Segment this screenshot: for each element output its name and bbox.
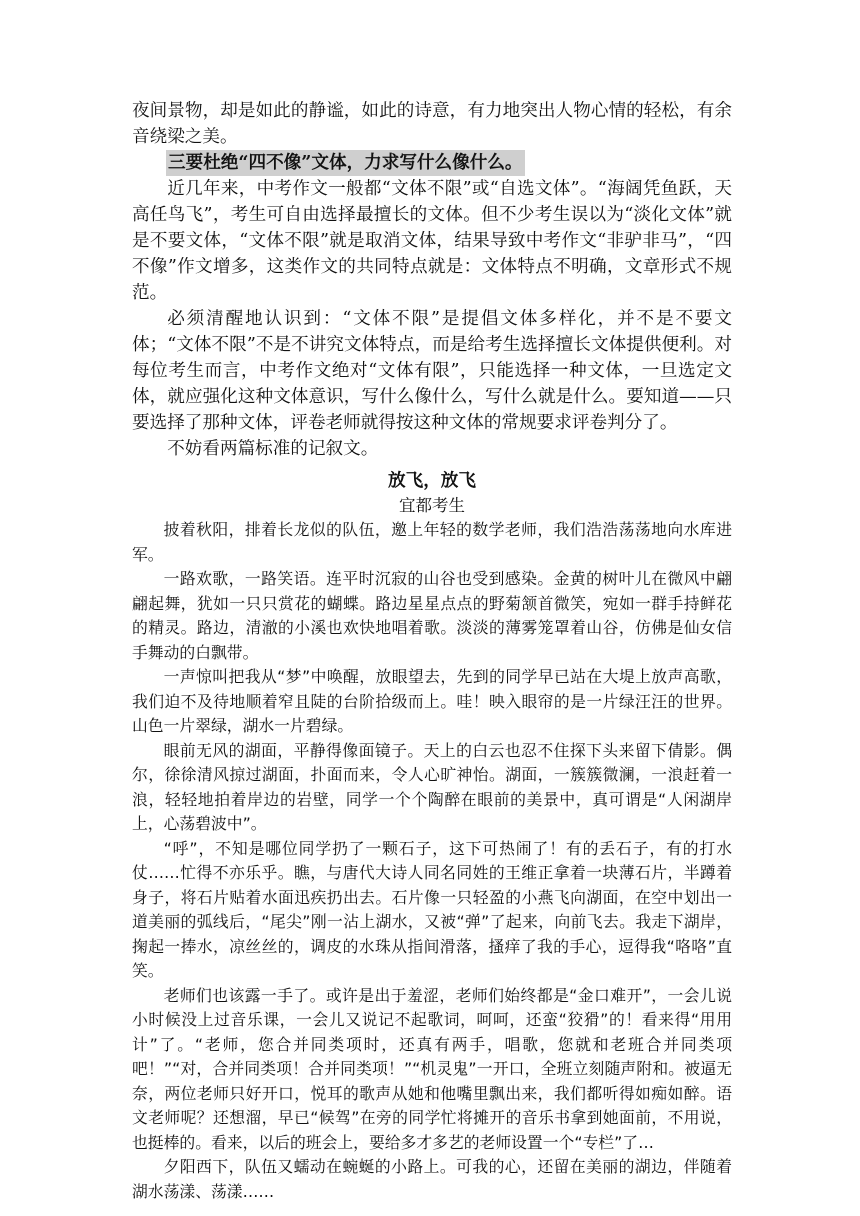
essay-paragraph: 一路欢歌，一路笑语。连平时沉寂的山谷也受到感染。金黄的树叶儿在微风中翩翩起舞，犹如一只只赏花的蝴蝶。路边星星点点的野菊颔首微笑，宛如一群手持鲜花的精灵。路边，清澈的小溪也欢快地唱着歌。淡淡的薄雾笼罩着山谷，仿佛是仙女信手舞动的白飘带。: [132, 569, 732, 662]
essay-paragraph: 披着秋阳，排着长龙似的队伍，邀上年轻的数学老师，我们浩浩荡荡地向水库进军。: [132, 520, 732, 564]
section-paragraph: 近几年来，中考作文一般都“文体不限”或“自选文体”。“海阔凭鱼跃，天高任鸟飞”，考生可自由选择最擅长的文体。但不少考生误以为“淡化文体”就是不要文体，“文体不限”就是取消文体，结果导致中考作文“非驴非马”，“四不像”作文增多，这类作文的共同特点就是：文体特点不明确，文章形式不规范。: [132, 179, 732, 303]
section-paragraph: 不妨看两篇标准的记叙文。: [167, 439, 379, 459]
essay-paragraph: “呼”，不知是哪位同学扔了一颗石子，这下可热闹了！有的丢石子，有的打水仗……忙得不亦乐乎。瞧，与唐代大诗人同名同姓的王维正拿着一块薄石片，半蹲着身子，将石片贴着水面迅疾扔出去。石片像一只轻盈的小燕飞向湖面，在空中划出一道美丽的弧线后，“尾尖”刚一沾上湖水，又被“弹”了起来，向前飞去。我走下湖岸，掬起一捧水，凉丝丝的，调皮的水珠从指间滑落，搔痒了我的手心，逗得我“咯咯”直笑。: [132, 838, 732, 980]
section-heading: 三要杜绝“四不像”文体，力求写什么像什么。: [166, 150, 525, 176]
essay-body: [132, 518, 732, 1204]
document-body: [132, 98, 732, 1204]
essay-paragraph: 眼前无风的湖面，平静得像面镜子。天上的白云也忍不住探下头来留下倩影。偶尔，徐徐清风掠过湖面，扑面而来，令人心旷神怡。湖面，一簇簇微澜，一浪赶着一浪，轻轻地拍着岸边的岩壁，同学一个个陶醉在眼前的美景中，真可谓是“人闲湖岸上，心荡碧波中”。: [132, 740, 732, 833]
essay-paragraph: 夕阳西下，队伍又蠕动在蜿蜒的小路上。可我的心，还留在美丽的湖边，伴随着湖水荡漾、荡漾……: [132, 1157, 732, 1201]
essay-author: 宜都考生: [399, 496, 465, 515]
section-heading-row: [132, 150, 732, 176]
essay-title: 放飞，放飞: [388, 470, 476, 491]
section-paragraph: 必须清醒地认识到：“文体不限”是提倡文体多样化，并不是不要文体；“文体不限”不是不讲究文体特点，而是给考生选择擅长文体提供便利。对每位考生而言，中考作文绝对“文体有限”，只能选择一种文体，一旦选定文体，就应强化这种文体意识，写什么像什么，写什么就是什么。要知道——只要选择了那种文体，评卷老师就得按这种文体的常规要求评卷判分了。: [132, 309, 732, 433]
essay-paragraph: 老师们也该露一手了。或许是出于羞涩，老师们始终都是“金口难开”，一会儿说小时候没上过音乐课，一会儿又说记不起歌词，呵呵，还蛮“狡猾”的！看来得“用用计”了。“老师，您合并同类项时，还真有两手，唱歌，您就和老班合并同类项吧！”“对，合并同类项！合并同类项！”“机灵鬼”一开口，全班立刻随声附和。被逼无奈，两位老师只好开口，悦耳的歌声从她和他嘴里飘出来，我们都听得如痴如醉。语文老师呢？还想溜，早已“候驾”在旁的同学忙将摊开的音乐书拿到她面前，不用说，也挺棒的。看来，以后的班会上，要给多才多艺的老师设置一个“专栏”了…: [132, 985, 732, 1152]
intro-paragraph: 夜间景物，却是如此的静谧，如此的诗意，有力地突出人物心情的轻松，有余音绕梁之美。: [132, 101, 732, 147]
essay-paragraph: 一声惊叫把我从“梦”中唤醒，放眼望去，先到的同学早已站在大堤上放声高歌，我们迫不及待地顺着窄且陡的台阶拾级而上。哇！映入眼帘的是一片绿汪汪的世界。山色一片翠绿，湖水一片碧绿。: [132, 667, 732, 735]
